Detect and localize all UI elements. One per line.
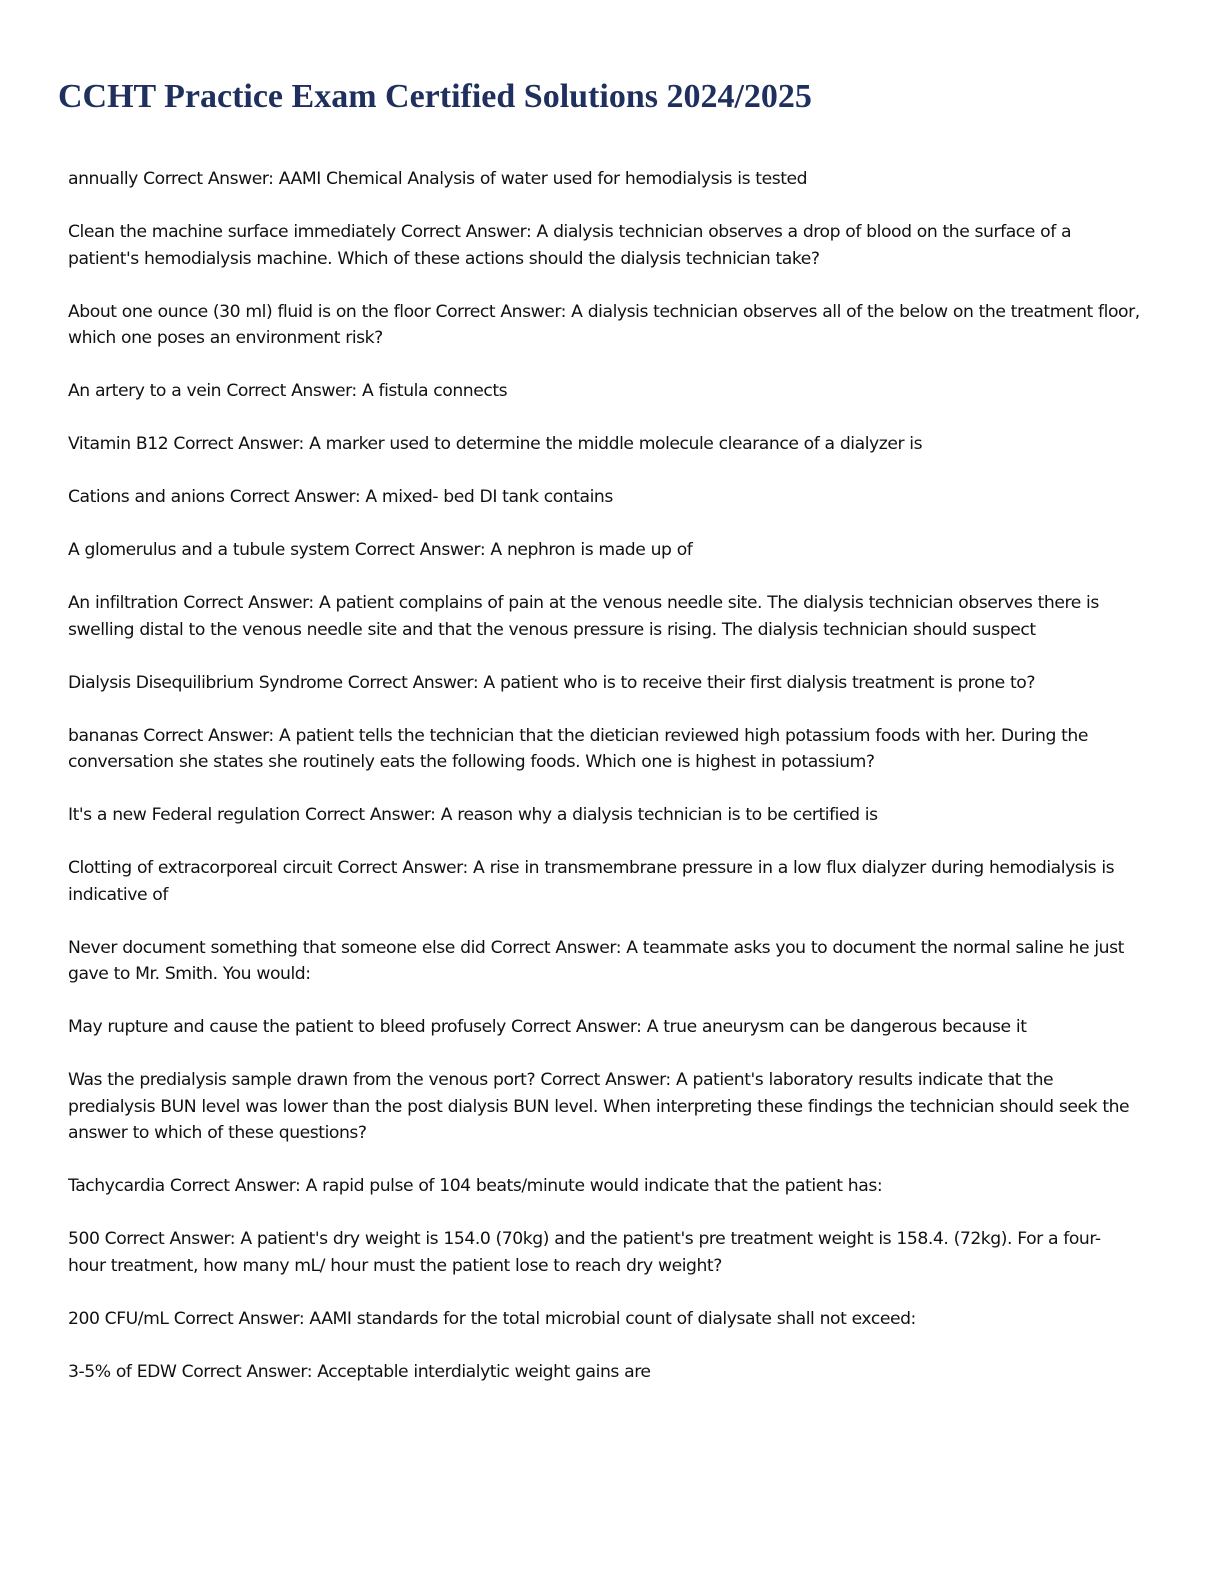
qa-item: An artery to a vein Correct Answer: A fistula connects [68, 381, 508, 401]
qa-item: 500 Correct Answer: A patient's dry weight is 154.0 (70kg) and the patient's pre treatment weight is 158.4. (72kg). For a four- hour treatment, how many mL/ hour must the patient lose to reach dry weight? [68, 1229, 1101, 1276]
qa-item: Was the predialysis sample drawn from the venous port? Correct Answer: A patient's laboratory results indicate that the predialysis BUN level was lower than the post dialysis BUN level. When interpreting these findings the technician should seek the answer to which of these questions? [68, 1070, 1130, 1143]
qa-item: An infiltration Correct Answer: A patient complains of pain at the venous needle site. The dialysis technician observes there is swelling distal to the venous needle site and that the venous pressure is rising. The dialysis technician should suspect [68, 593, 1099, 640]
qa-item: It's a new Federal regulation Correct Answer: A reason why a dialysis technician is to be certified is [68, 805, 878, 825]
page-title: CCHT Practice Exam Certified Solutions 2024/2025 [58, 78, 812, 115]
qa-item: Cations and anions Correct Answer: A mixed- bed DI tank contains [68, 487, 613, 507]
qa-item: May rupture and cause the patient to bleed profusely Correct Answer: A true aneurysm can be dangerous because it [68, 1017, 1027, 1037]
qa-item: bananas Correct Answer: A patient tells the technician that the dietician reviewed high potassium foods with her. During the conversation she states she routinely eats the following foods. Which one is highest in potassium? [68, 725, 1088, 772]
qa-item: Clotting of extracorporeal circuit Correct Answer: A rise in transmembrane pressure in a low flux dialyzer during hemodialysis is indicative of [68, 858, 1115, 905]
qa-list [68, 166, 1140, 1385]
qa-item: Vitamin B12 Correct Answer: A marker used to determine the middle molecule clearance of a dialyzer is [68, 434, 923, 454]
qa-item: A glomerulus and a tubule system Correct Answer: A nephron is made up of [68, 540, 693, 560]
qa-item: Dialysis Disequilibrium Syndrome Correct Answer: A patient who is to receive their first dialysis treatment is prone to? [68, 672, 1036, 693]
qa-item: Clean the machine surface immediately Correct Answer: A dialysis technician observes a drop of blood on the surface of a patient's hemodialysis machine. Which of these actions should the dialysis technician take? [68, 222, 1072, 269]
qa-item: 3-5% of EDW Correct Answer: Acceptable interdialytic weight gains are [68, 1361, 651, 1382]
qa-item: Tachycardia Correct Answer: A rapid pulse of 104 beats/minute would indicate that the patient has: [68, 1176, 883, 1196]
qa-item: 200 CFU/mL Correct Answer: AAMI standards for the total microbial count of dialysate shall not exceed: [68, 1308, 916, 1329]
qa-item: annually Correct Answer: AAMI Chemical Analysis of water used for hemodialysis is tested [68, 169, 808, 189]
qa-item: About one ounce (30 ml) fluid is on the floor Correct Answer: A dialysis technician observes all of the below on the treatment floor, which one poses an environment risk? [68, 301, 1140, 348]
qa-item: Never document something that someone else did Correct Answer: A teammate asks you to document the normal saline he just gave to Mr. Smith. You would: [68, 937, 1124, 984]
